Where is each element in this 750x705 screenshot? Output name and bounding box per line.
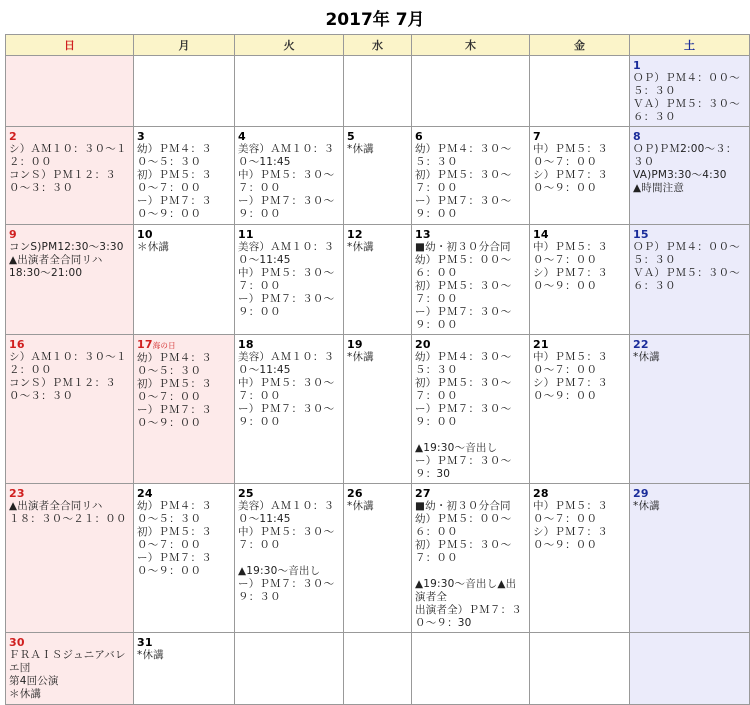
day-cell-11[interactable] [235,225,344,335]
schedule-entry: ー）ＰＭ７：３０〜９：００ [415,306,512,331]
schedule-entry: ー）ＰＭ７：３０〜９：００ [137,404,212,429]
day-cell-1[interactable] [630,56,750,127]
schedule-entry: 中）ＰＭ５：３０〜７：００ [533,351,608,376]
schedule-entry: ▲19:30〜音出し▲出演者全 [415,578,517,603]
schedule-entry: ＯＰ）ＰＭ４：００〜５：３０ [633,241,740,266]
empty-day-cell [235,56,344,127]
schedule-entry: ▲19:30〜音出し [415,442,498,454]
day-cell-18[interactable] [235,335,344,484]
schedule-entry: 幼）ＰＭ５：００〜６：００ [415,254,512,279]
schedule-entry: 幼）ＰＭ４：３０〜５：３０ [415,143,512,168]
day-number: 15 [633,228,649,241]
schedule-entry: シ）ＰＭ７：３０〜９：００ [533,526,608,551]
schedule-entry: *休講 [137,649,164,661]
day-cell-26[interactable] [344,484,412,633]
day-number: 23 [9,487,25,500]
day-cell-30[interactable] [6,633,134,705]
schedule-entry: 初）ＰＭ５：３０〜７：００ [415,280,512,305]
schedule-entry: ＶＡ）ＰＭ５：３０〜６：３０ [633,98,740,123]
schedule-entry: ー）ＰＭ７：３０〜９：００ [137,552,212,577]
day-number: 18 [238,338,254,351]
schedule-entry: 美容）ＡＭ１０：３０〜11:45 [238,143,335,168]
schedule-entry: 幼）ＰＭ４：３０〜５：３０ [415,351,512,376]
schedule-entry: 初）ＰＭ５：３０〜７：００ [137,378,212,403]
schedule-entry: *休講 [347,500,374,512]
empty-day-cell [530,633,630,705]
day-number: 30 [9,636,25,649]
calendar-title: 2017年 7月 [325,10,425,30]
schedule-entry: 幼）ＰＭ５：００〜６：００ [415,513,512,538]
day-cell-20[interactable] [412,335,530,484]
empty-day-cell [6,56,134,127]
schedule-entry: 中）ＰＭ５：３０〜７：００ [238,377,335,402]
day-number: 21 [533,338,549,351]
weekday-sat: 土 [630,35,750,56]
schedule-entry: 中）ＰＭ５：３０〜７：００ [238,526,335,551]
week-row-6 [6,633,750,705]
day-cell-24[interactable] [134,484,235,633]
weekday-wed: 水 [344,35,412,56]
calendar-table [5,34,750,705]
schedule-entry: *休講 [633,500,660,512]
schedule-entry: ▲出演者全合同リハ [9,254,103,266]
day-number: 12 [347,228,363,241]
schedule-entry: 美容）ＡＭ１０：３０〜11:45 [238,351,335,376]
schedule-entry: *休講 [347,143,374,155]
schedule-entry: シ）ＰＭ７：３０〜９：００ [533,377,608,402]
day-number: 5 [347,130,355,143]
schedule-entry: ■幼・初３０分合同 [415,241,511,253]
schedule-entry: VA)PM3:30〜4:30 [633,169,727,181]
day-number: 25 [238,487,254,500]
day-cell-9[interactable] [6,225,134,335]
schedule-entry: 初）ＰＭ５：３０〜７：００ [415,377,512,402]
schedule-entry: ＊休講 [137,241,170,253]
schedule-entry: 美容）ＡＭ１０：３０〜11:45 [238,500,335,525]
schedule-entry: 第4回公演 [9,675,59,687]
weekday-sun: 日 [6,35,134,56]
day-number: 16 [9,338,25,351]
week-row-1 [6,56,750,127]
holiday-label: 海の日 [152,341,176,350]
schedule-entry: ＊休講 [9,688,42,700]
day-number: 28 [533,487,549,500]
week-row-2 [6,127,750,225]
week-row-4 [6,335,750,484]
schedule-entry: 中）ＰＭ５：３０〜７：００ [238,267,335,292]
schedule-entry: ー）ＰＭ７：３０〜９：30 [415,455,512,480]
schedule-entry: ＶＡ）ＰＭ５：３０〜６：３０ [633,267,740,292]
day-number: 13 [415,228,431,241]
schedule-entry: 初）ＰＭ５：３０〜７：００ [137,526,212,551]
empty-day-cell [412,633,530,705]
day-number: 17海の日 [137,338,176,351]
schedule-entry: ＦＲＡＩＳジュニアバレエ団 [9,649,126,674]
schedule-entry [415,429,526,442]
day-cell-25[interactable] [235,484,344,633]
schedule-entry: 中）ＰＭ５：３０〜７：００ [533,143,608,168]
day-number: 29 [633,487,649,500]
day-cell-3[interactable] [134,127,235,225]
day-cell-22[interactable] [630,335,750,484]
schedule-entry: シ）ＡＭ１０：３０〜１２：００ [9,351,127,376]
schedule-entry: １８：３０〜２１：００ [9,513,127,525]
schedule-entry: *休講 [347,241,374,253]
day-cell-4[interactable] [235,127,344,225]
schedule-entry: コンＳ）ＰＭ１２：３０〜３：３０ [9,169,116,194]
day-cell-2[interactable] [6,127,134,225]
day-cell-23[interactable] [6,484,134,633]
schedule-entry: 中）ＰＭ５：３０〜７：００ [533,500,608,525]
schedule-entry: 幼）ＰＭ４：３０〜５：３０ [137,143,212,168]
weekday-fri: 金 [530,35,630,56]
schedule-entry: ー）ＰＭ７：３０〜９：００ [415,195,512,220]
schedule-entry: 美容）ＡＭ１０：３０〜11:45 [238,241,335,266]
day-number: 8 [633,130,641,143]
day-number: 20 [415,338,431,351]
schedule-entry: シ）ＰＭ７：３０〜９：００ [533,267,608,292]
day-cell-17[interactable] [134,335,235,484]
day-cell-27[interactable] [412,484,530,633]
empty-day-cell [412,56,530,127]
schedule-entry: *休講 [347,351,374,363]
empty-day-cell [344,633,412,705]
day-number: 9 [9,228,17,241]
day-cell-16[interactable] [6,335,134,484]
schedule-entry: 中）ＰＭ５：３０〜７：００ [238,169,335,194]
schedule-entry: コンS)PM12:30〜3:30 [9,241,124,253]
weekday-tue: 火 [235,35,344,56]
day-cell-10[interactable] [134,225,235,335]
empty-day-cell [134,56,235,127]
day-number: 10 [137,228,153,241]
week-row-3 [6,225,750,335]
day-cell-7[interactable] [530,127,630,225]
day-cell-15[interactable] [630,225,750,335]
weekday-mon: 月 [134,35,235,56]
schedule-entry: ー）ＰＭ７：３０〜９：００ [238,293,335,318]
schedule-entry: 初）ＰＭ５：３０〜７：００ [415,169,512,194]
day-number: 7 [533,130,541,143]
schedule-entry: *休講 [633,351,660,363]
schedule-entry: ー）ＰＭ７：３０〜９：００ [238,195,335,220]
day-cell-31[interactable] [134,633,235,705]
empty-day-cell [530,56,630,127]
day-number: 14 [533,228,549,241]
schedule-entry: シ）ＰＭ７：３０〜９：００ [533,169,608,194]
day-number: 27 [415,487,431,500]
weekday-thu: 木 [412,35,530,56]
schedule-entry: ▲時間注意 [633,182,685,194]
schedule-entry: 18:30〜21:00 [9,267,83,279]
schedule-entry: ー）ＰＭ７：３０〜９：００ [137,195,212,220]
day-number: 2 [9,130,17,143]
schedule-entry: ー）ＰＭ７：３０〜９：３０ [238,578,335,603]
schedule-entry: 中）ＰＭ５：３０〜７：００ [533,241,608,266]
week-row-5 [6,484,750,633]
day-cell-5[interactable] [344,127,412,225]
schedule-entry: ＯＰ)ＰＭ2:00〜３：３０ [633,143,737,168]
day-cell-13[interactable] [412,225,530,335]
day-number: 6 [415,130,423,143]
day-number: 31 [137,636,153,649]
day-number: 11 [238,228,254,241]
schedule-entry: 初）ＰＭ５：３０〜７：００ [415,539,512,564]
weekday-header-row [6,35,750,56]
schedule-entry: ▲19:30〜音出し [238,565,321,577]
schedule-entry [238,552,340,565]
schedule-entry: 初）ＰＭ５：３０〜７：００ [137,169,212,194]
day-cell-29[interactable] [630,484,750,633]
schedule-entry: ＯＰ）ＰＭ４：００〜５：３０ [633,72,740,97]
day-number: 3 [137,130,145,143]
day-number: 19 [347,338,363,351]
schedule-entry [415,565,526,578]
day-number: 22 [633,338,649,351]
empty-day-cell [630,633,750,705]
schedule-entry: 幼）ＰＭ４：３０〜５：３０ [137,352,212,377]
day-cell-14[interactable] [530,225,630,335]
day-cell-12[interactable] [344,225,412,335]
day-cell-28[interactable] [530,484,630,633]
empty-day-cell [235,633,344,705]
day-number: 4 [238,130,246,143]
schedule-entry: ■幼・初３０分合同 [415,500,511,512]
day-number: 1 [633,59,641,72]
schedule-entry: 出演者全）ＰＭ７：３０〜９：30 [415,604,522,629]
schedule-entry: シ）ＡＭ１０：３０〜１２：００ [9,143,127,168]
schedule-entry: コンＳ）ＰＭ１２：３０〜３：３０ [9,377,116,402]
day-cell-19[interactable] [344,335,412,484]
day-number: 26 [347,487,363,500]
schedule-entry: ー）ＰＭ７：３０〜９：００ [415,403,512,428]
day-cell-8[interactable] [630,127,750,225]
day-number: 24 [137,487,153,500]
schedule-entry: ▲出演者全合同リハ [9,500,103,512]
schedule-entry: 幼）ＰＭ４：３０〜５：３０ [137,500,212,525]
day-cell-6[interactable] [412,127,530,225]
day-cell-21[interactable] [530,335,630,484]
empty-day-cell [344,56,412,127]
schedule-entry: ー）ＰＭ７：３０〜９：００ [238,403,335,428]
